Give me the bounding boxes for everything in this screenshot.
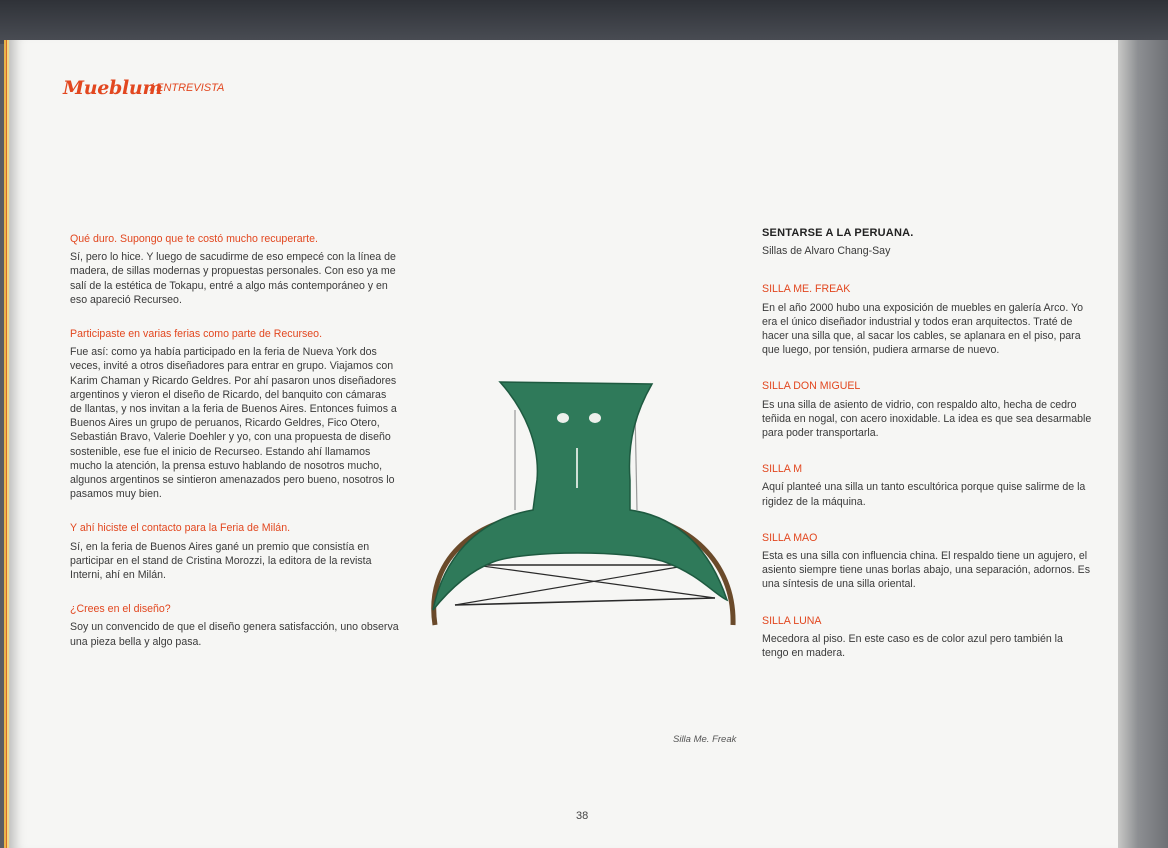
chair-shell <box>433 382 727 610</box>
interview-column <box>70 232 400 669</box>
chair-title: SILLA ME. FREAK <box>762 283 851 296</box>
binding-shadow <box>1118 40 1168 848</box>
chair-list-column <box>762 226 1092 682</box>
chair-eye-hole <box>589 413 601 423</box>
chair-title: SILLA MAO <box>762 531 818 544</box>
column-subheading: Sillas de Alvaro Chang-Say <box>762 245 891 258</box>
question: Qué duro. Supongo que te costó mucho recuperarte. <box>70 233 318 245</box>
chair-eye-hole <box>557 413 569 423</box>
scan-background <box>0 0 1168 44</box>
chair-title: SILLA M <box>762 463 803 476</box>
question: Y ahí hiciste el contacto para la Feria de Milán. <box>70 522 291 535</box>
answer: Sí, en la feria de Buenos Aires gané un premio que consistía en participar en el stand de Cristina Morozzi, la editora de la revista Interni, ahí en Milán. <box>70 540 372 582</box>
chair-description: Mecedora al piso. En este caso es de color azul pero también la tengo en madera. <box>762 632 1063 660</box>
question: ¿Crees en el diseño? <box>70 603 171 616</box>
chair-description: Esta es una silla con influencia china. El respaldo tiene un agujero, el asiento siempre tiene unas borlas abajo, una separación, adornos. Es una síntesis de una silla oriental. <box>762 550 1091 591</box>
column-heading: SENTARSE A LA PERUANA. <box>762 227 914 239</box>
brand-logo: Mueblum <box>63 77 163 99</box>
figure-caption: Silla Me. Freak <box>673 734 737 745</box>
chair-title: SILLA DON MIGUEL <box>762 380 861 393</box>
section-label: / ENTREVISTA <box>150 82 225 94</box>
answer: Soy un convencido de que el diseño genera satisfacción, uno observa una pieza bella y algo pasa. <box>70 621 399 648</box>
chair-description: Aquí planteé una silla un tanto escultórica porque quise salirme de la rigidez de la máquina. <box>762 481 1086 508</box>
chair-description: En el año 2000 hubo una exposición de muebles en galería Arco. Yo era el único diseñador industrial y todos eran arquitectos. Traté de hacer una silla que, al sacar los cables, se aplanara en el piso, para que luego, por tensión, pudiera armarse de nuevo. <box>762 301 1083 357</box>
question: Participaste en varias ferias como parte de Recurseo. <box>70 328 323 341</box>
chair-title: SILLA LUNA <box>762 614 822 627</box>
chair-illustration <box>415 370 745 640</box>
answer: Fue así: como ya había participado en la feria de Nueva York dos veces, invité a otros diseñadores para entrar en grupo. Viajamos con Karim Chaman y Ricardo Geldres. Por ahí pasaron unos diseñadores argentinos y vieron el diseño de Ricardo, del banquito con cámaras de llantas, y nos invitan a la feria de Buenos Aires. Entonces fuimos a Buenos Aires un grupo de peruanos, Ricardo Geldres, Fico Otero, Sebastián Bravo, Valerie Doehler y yo, con una propuesta de diseño sostenible, ese fue el inicio de Recurseo. Estando ahí llamamos mucho la atención, la prensa estuvo hablando de nosotros mucho, algunos argentinos se sintieron amenazados pero bueno, nosotros lo pasamos muy bien. <box>70 346 397 501</box>
chair-description: Es una silla de asiento de vidrio, con respaldo alto, hecha de cedro teñida en nogal, con acero inoxidable. La idea es que sea desarmable para poder transportarla. <box>762 398 1092 440</box>
page-number: 38 <box>576 810 589 822</box>
answer: Sí, pero lo hice. Y luego de sacudirme de eso empecé con la línea de madera, de sillas modernas y propuestas personales. Con eso ya me salí de la estética de Tokapu, entré a algo más contemporáneo y en eso apareció Recurseo. <box>70 251 396 306</box>
